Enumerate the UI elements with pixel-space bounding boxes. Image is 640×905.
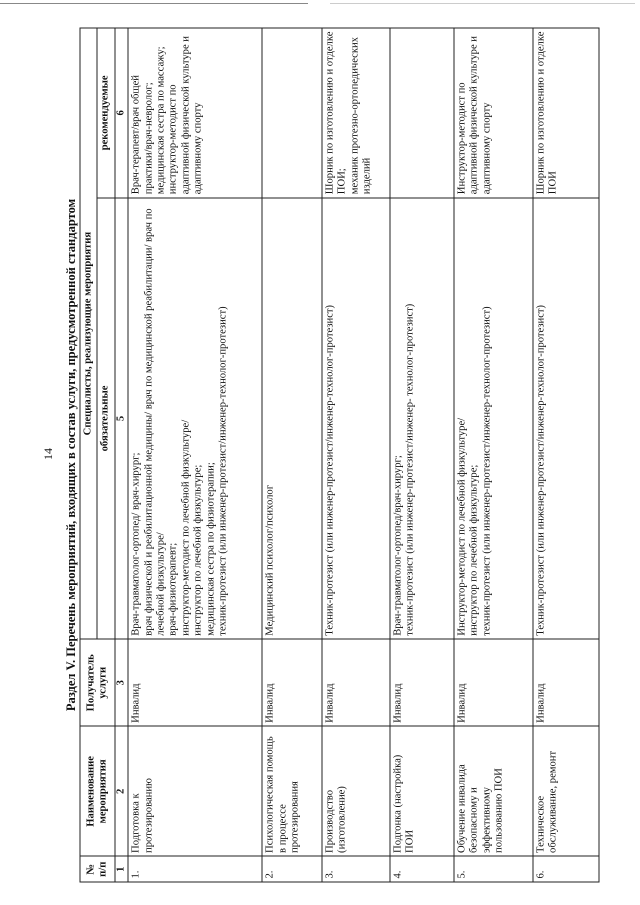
col-number-1: 1 bbox=[115, 856, 128, 882]
measure-name: Обучение инвалида безопасному и эффективному пользованию ПОИ bbox=[454, 726, 533, 856]
row-number: 2. bbox=[262, 856, 321, 882]
required-specialists: Техник-протезист (или инженер-протезист/инженер-технолог-протезист) bbox=[322, 198, 390, 640]
top-rule bbox=[0, 3, 308, 4]
recipient: Инвалид bbox=[262, 639, 321, 726]
recommended-specialists bbox=[390, 28, 454, 198]
rotated-table-frame bbox=[80, 28, 600, 883]
row-number: 1. bbox=[128, 856, 262, 882]
recommended-specialists: Врач-терапевт/врач общей практики/врач-невролог; медицинская сестра по массажу; инструктор-методист по адаптивной физической культуре и адаптивному спорту bbox=[128, 28, 262, 198]
header-number: № п/п bbox=[80, 856, 115, 882]
table-row bbox=[322, 28, 390, 882]
measure-name: Техническое обслуживание, ремонт bbox=[533, 726, 599, 856]
required-specialists: Врач-травматолог-ортопед/врач-хирург; техник-протезист (или инженер-протезист/инженер- технолог-протезист) bbox=[390, 198, 454, 640]
col-number-3: 3 bbox=[115, 639, 128, 726]
row-number: 4. bbox=[390, 856, 454, 882]
recommended-specialists bbox=[262, 28, 321, 198]
col-number-6: 6 bbox=[115, 28, 128, 198]
row-number: 5. bbox=[454, 856, 533, 882]
required-specialists: Инструктор-методист по лечебной физкультуре/ инструктор по лечебной физкультуре; техник-протезист (или инженер-протезист/инженер-технолог-протезист) bbox=[454, 198, 533, 640]
row-number: 3. bbox=[322, 856, 390, 882]
recommended-specialists: Инструктор-методист по адаптивной физической культуре и адаптивному спорту bbox=[454, 28, 533, 198]
table-row bbox=[128, 28, 262, 882]
col-number-2: 2 bbox=[115, 726, 128, 856]
header-specialists: Специалисты, реализующие мероприятия bbox=[80, 28, 97, 639]
table-row bbox=[390, 28, 454, 882]
header-recommended: рекомендуемые bbox=[97, 28, 114, 198]
section-title: Раздел V. Перечень мероприятий, входящих в состав услуги, предусмотренной стандартом bbox=[64, 198, 78, 712]
required-specialists: Медицинский психолог/психолог bbox=[262, 198, 321, 640]
page-number: 14 bbox=[41, 448, 55, 460]
recipient: Инвалид bbox=[322, 639, 390, 726]
recipient: Инвалид bbox=[533, 639, 599, 726]
header-name: Наименование мероприятия bbox=[80, 726, 115, 856]
top-rule-right bbox=[330, 3, 635, 4]
required-specialists: Врач-травматолог-ортопед/ врач-хирург; врач физической и реабилитационной медицины/ врач по медицинской реабилитации/ врач по лечебной физкультуре/ врач-физиотерапевт; инструктор-методист по лечебной физкультуре/ инструктор по лечебной физкультуре; медицинская сестра по физиотерапии; техник-протезист (или инженер-протезист/инженер-технолог-протезист) bbox=[128, 198, 262, 640]
recipient: Инвалид bbox=[454, 639, 533, 726]
recipient: Инвалид bbox=[390, 639, 454, 726]
measure-name: Производство (изготовление) bbox=[322, 726, 390, 856]
row-number: 6. bbox=[533, 856, 599, 882]
recommended-specialists: Шорник по изготовлению и отделке ПОИ bbox=[533, 28, 599, 198]
table-row bbox=[262, 28, 321, 882]
measure-name: Подготовка к протезированию bbox=[128, 726, 262, 856]
table-row bbox=[533, 28, 599, 882]
col-number-5: 5 bbox=[115, 198, 128, 640]
recipient: Инвалид bbox=[128, 639, 262, 726]
header-recipient: Получатель услуги bbox=[80, 639, 115, 726]
recommended-specialists: Шорник по изготовлению и отделке ПОИ; механик протезно-ортопедических изделий bbox=[322, 28, 390, 198]
table-row bbox=[454, 28, 533, 882]
measures-table bbox=[80, 28, 600, 883]
header-required: обязательные bbox=[97, 198, 114, 640]
required-specialists: Техник-протезист (или инженер-протезист/инженер-технолог-протезист) bbox=[533, 198, 599, 640]
measure-name: Подгонка (настройка) ПОИ bbox=[390, 726, 454, 856]
measure-name: Психологическая помощь в процессе протезирования bbox=[262, 726, 321, 856]
